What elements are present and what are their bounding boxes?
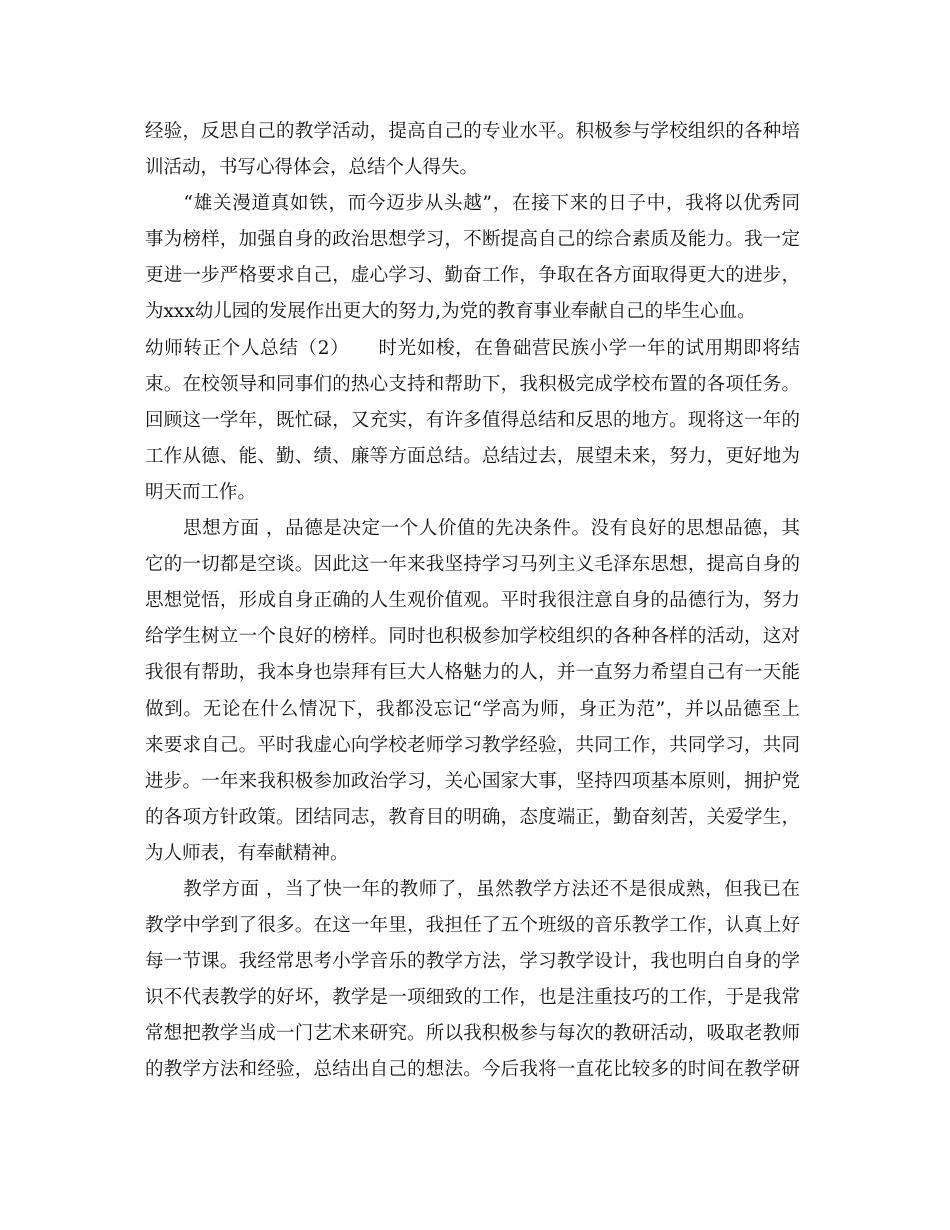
text-line: 教学方面 ，当了快一年的教师了，虽然教学方法还不是很成熟，但我已在 [145,878,800,900]
text-line: 做到。无论在什么情况下，我都没忘记“学高为师，身正为范”，并以品德至上 [145,698,800,720]
text-line: 我很有帮助，我本身也崇拜有巨大人格魅力的人，并一直努力希望自己有一天能 [145,662,800,684]
text-line: 为xxx幼儿园的发展作出更大的努力,为党的教育事业奉献自己的毕生心血。 [145,301,756,323]
text-line: 给学生树立一个良好的榜样。同时也积极参加学校组织的各种各样的活动，这对 [145,626,800,648]
text-line: 事为榜样，加强自身的政治思想学习，不断提高自己的综合素质及能力。我一定 [145,229,800,251]
text-line: 的教学方法和经验，总结出自己的想法。今后我将一直花比较多的时间在教学研 [145,1059,800,1081]
document-body [145,114,800,1089]
text-line: 训活动，书写心得体会，总结个人得失。 [145,157,479,179]
text-line: 进步。一年来我积极参加政治学习，关心国家大事，坚持四项基本原则，拥护党 [145,770,800,792]
text-line: 更进一步严格要求自己，虚心学习、勤奋工作，争取在各方面取得更大的进步， [145,265,800,287]
text-line: 来要求自己。平时我虚心向学校老师学习教学经验，共同工作，共同学习，共同 [145,734,800,756]
text-line: 思想方面 ，品德是决定一个人价值的先决条件。没有良好的思想品德，其 [145,518,800,540]
text-line: 的各项方针政策。团结同志，教育目的明确，态度端正，勤奋刻苦，关爱学生， [145,806,800,828]
text-line: 每一节课。我经常思考小学音乐的教学方法，学习教学设计，我也明白自身的学 [145,951,800,973]
text-line: 识不代表教学的好坏，教学是一项细致的工作，也是注重技巧的工作，于是我常 [145,987,800,1009]
text-line: “雄关漫道真如铁，而今迈步从头越”，在接下来的日子中，我将以优秀同 [145,193,800,215]
text-line: 常想把教学当成一门艺术来研究。所以我积极参与每次的教研活动，吸取老教师 [145,1023,800,1045]
text-line: 回顾这一学年，既忙碌，又充实，有许多值得总结和反思的地方。现将这一年的 [145,409,800,431]
text-line: 工作从德、能、勤、绩、廉等方面总结。总结过去，展望未来，努力，更好地为 [145,445,800,467]
text-line: 幼师转正个人总结（2） 时光如梭，在鲁础营民族小学一年的试用期即将结 [145,337,800,359]
text-line: 它的一切都是空谈。因此这一年来我坚持学习马列主义毛泽东思想，提高自身的 [145,554,800,576]
text-line: 束。在校领导和同事们的热心支持和帮助下，我积极完成学校布置的各项任务。 [145,373,800,395]
text-line: 教学中学到了很多。在这一年里，我担任了五个班级的音乐教学工作，认真上好 [145,915,800,937]
text-line: 思想觉悟，形成自身正确的人生观价值观。平时我很注意自身的品德行为，努力 [145,590,800,612]
text-line: 为人师表，有奉献精神。 [145,842,349,864]
text-line: 经验，反思自己的教学活动，提高自己的专业水平。积极参与学校组织的各种培 [145,121,800,142]
text-line: 明天而工作。 [145,481,257,503]
